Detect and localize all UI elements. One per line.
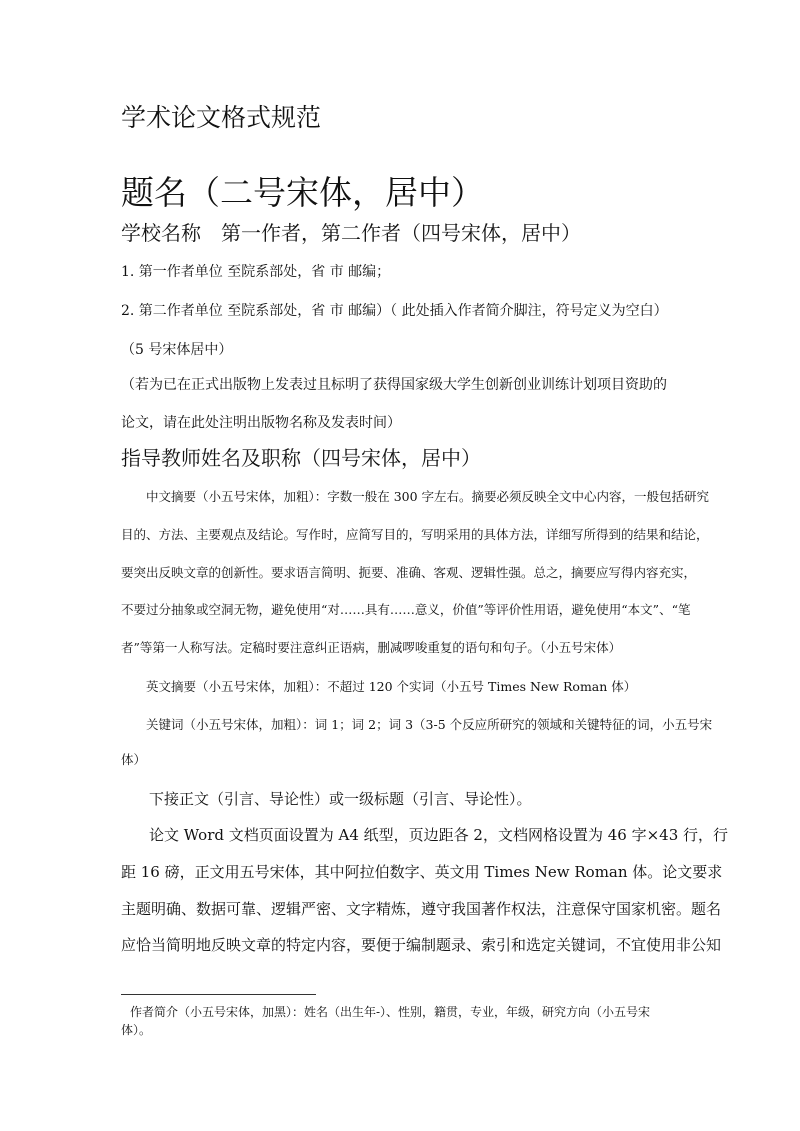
abstract-cn-line: 不要过分抽象或空洞无物，避免使用“对……具有……意义，价值”等评价性用语，避免使用“本文”、“笔 [121,602,691,617]
paper-title: 题名（二号宋体，居中） [121,173,484,212]
keywords-line: 体） [121,752,147,767]
abstract-cn-line: 要突出反映文章的创新性。要求语言简明、扼要、准确、客观、逻辑性强。总之，摘要应写得内容充实， [121,565,697,580]
body-intro: 下接正文（引言、导论性）或一级标题（引言、导论性）。 [149,790,532,808]
affiliation-line: 2. 第二作者单位 至院系部处，省 市 邮编）（ 此处插入作者简介脚注，符号定义为空白） [121,303,668,319]
body-text-line: 论文 Word 文档页面设置为 A4 纸型，页边距各 2，文档网格设置为 46 字×43 行，行 [149,826,729,844]
funding-note-line: 论文，请在此处注明出版物名称及发表时间） [121,415,401,431]
abstract-en-line: 英文摘要（小五号宋体，加粗）：不超过 120 个实词（小五号 Times New Roman 体） [146,679,637,694]
body-text-line: 距 16 磅，正文用五号宋体，其中阿拉伯数字、英文用 Times New Roman 体。论文要求 [121,863,723,881]
body-text-line: 应恰当简明地反映文章的特定内容，要便于编制题录、索引和选定关键词，不宜使用非公知 [121,936,722,954]
abstract-cn-line: 目的、方法、主要观点及结论。写作时，应简写目的，写明采用的具体方法，详细写所得到的结果和结论， [121,527,709,542]
authors-line: 学校名称 第一作者，第二作者（四号宋体，居中） [121,221,581,245]
funding-note-line: （若为已在正式出版物上发表过且标明了获得国家级大学生创新创业训练计划项目资助的 [121,377,667,393]
body-text-line: 主题明确、数据可靠、逻辑严密、文字精炼，遵守我国著作权法，注意保守国家机密。题名 [121,900,722,918]
advisor-line: 指导教师姓名及职称（四号宋体，居中） [121,446,481,470]
abstract-cn-line: 者”等第一人称写法。定稿时要注意纠正语病，删减啰唆重复的语句和句子。（小五号宋体） [121,640,622,655]
footnote-line: 作者简介（小五号宋体，加黑）：姓名（出生年-）、性别，籍贯，专业，年级，研究方向（小五号宋 [130,1005,651,1019]
footnote-separator [121,994,316,995]
footnote-line: 体）。 [121,1023,152,1037]
affiliation-line: 1. 第一作者单位 至院系部处，省 市 邮编； [121,264,391,280]
keywords-line: 关键词（小五号宋体，加粗）：词 1；词 2；词 3（3-5 个反应所研究的领域和关键特征的词，小五号宋 [146,717,713,732]
document-header-title: 学术论文格式规范 [121,103,322,132]
abstract-cn-line: 中文摘要（小五号宋体，加粗）：字数一般在 300 字左右。摘要必须反映全文中心内容，一般包括研究 [146,489,710,504]
affiliation-font-note: （5 号宋体居中） [121,342,233,358]
